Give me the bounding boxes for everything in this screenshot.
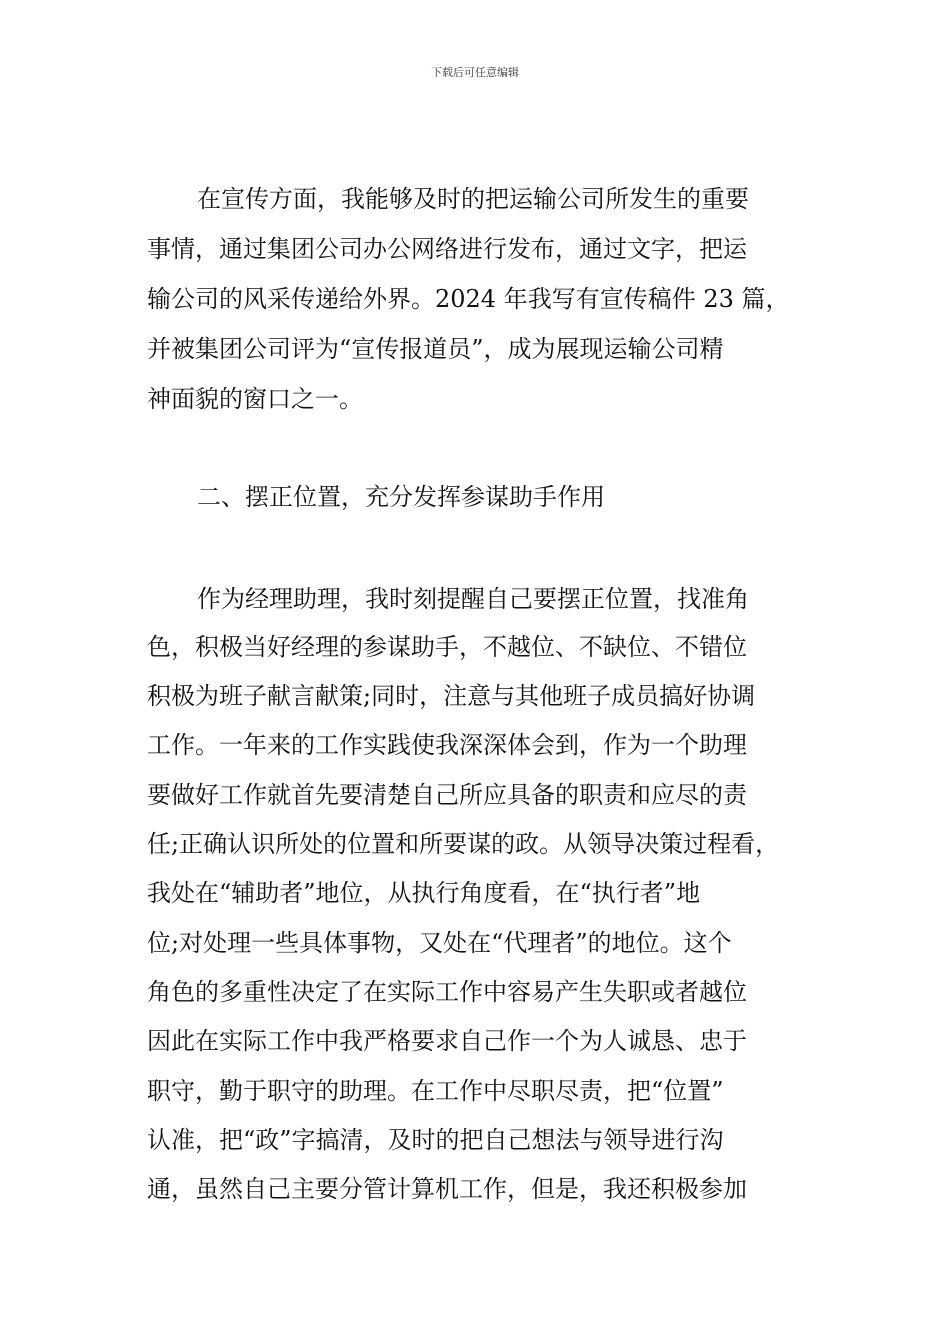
paragraph-line: 色，积极当好经理的参谋助手，不越位、不缺位、不错位 <box>147 633 747 661</box>
paragraph-line: 角色的多重性决定了在实际工作中容易产生失职或者越位 <box>147 978 747 1006</box>
paragraph-line: 作为经理助理，我时刻提醒自己要摆正位置，找准角 <box>197 585 749 613</box>
paragraph-line: 积极为班子献言献策;同时，注意与其他班子成员搞好协调 <box>147 682 756 710</box>
paragraph-line: 因此在实际工作中我严格要求自己作一个为人诚恳、忠于 <box>147 1027 747 1055</box>
paragraph-line: 位;对处理一些具体事物，又处在“代理者”的地位。这个 <box>147 929 732 957</box>
paragraph-line: 职守，勤于职守的助理。在工作中尽职尽责，把“位置” <box>147 1077 724 1105</box>
paragraph-line: 并被集团公司评为“宣传报道员”，成为展现运输公司精 <box>147 335 724 363</box>
paragraph-line: 我处在“辅助者”地位，从执行角度看，在“执行者”地 <box>147 879 701 907</box>
paragraph-line: 事情，通过集团公司办公网络进行发布，通过文字，把运 <box>147 235 747 263</box>
paragraph-line: 工作。一年来的工作实践使我深深体会到，作为一个助理 <box>147 731 747 759</box>
paragraph-line: 认准，把“政”字搞清，及时的把自己想法与领导进行沟 <box>147 1126 724 1154</box>
paragraph-line: 要做好工作就首先要清楚自己所应具备的职责和应尽的责 <box>147 781 747 809</box>
paragraph-line: 神面貌的窗口之一。 <box>147 385 363 413</box>
section-heading: 二、摆正位置，充分发挥参谋助手作用 <box>197 483 605 511</box>
paragraph-line: 任;正确认识所处的位置和所要谋的政。从领导决策过程看， <box>147 830 780 858</box>
paragraph-line: 在宣传方面，我能够及时的把运输公司所发生的重要 <box>197 185 749 213</box>
paragraph-line: 输公司的风采传递给外界。2024 年我写有宣传稿件 23 篇， <box>147 285 790 313</box>
paragraph-line: 通，虽然自己主要分管计算机工作，但是，我还积极参加 <box>147 1175 747 1203</box>
page-header-note: 下载后可任意编辑 <box>431 66 519 79</box>
